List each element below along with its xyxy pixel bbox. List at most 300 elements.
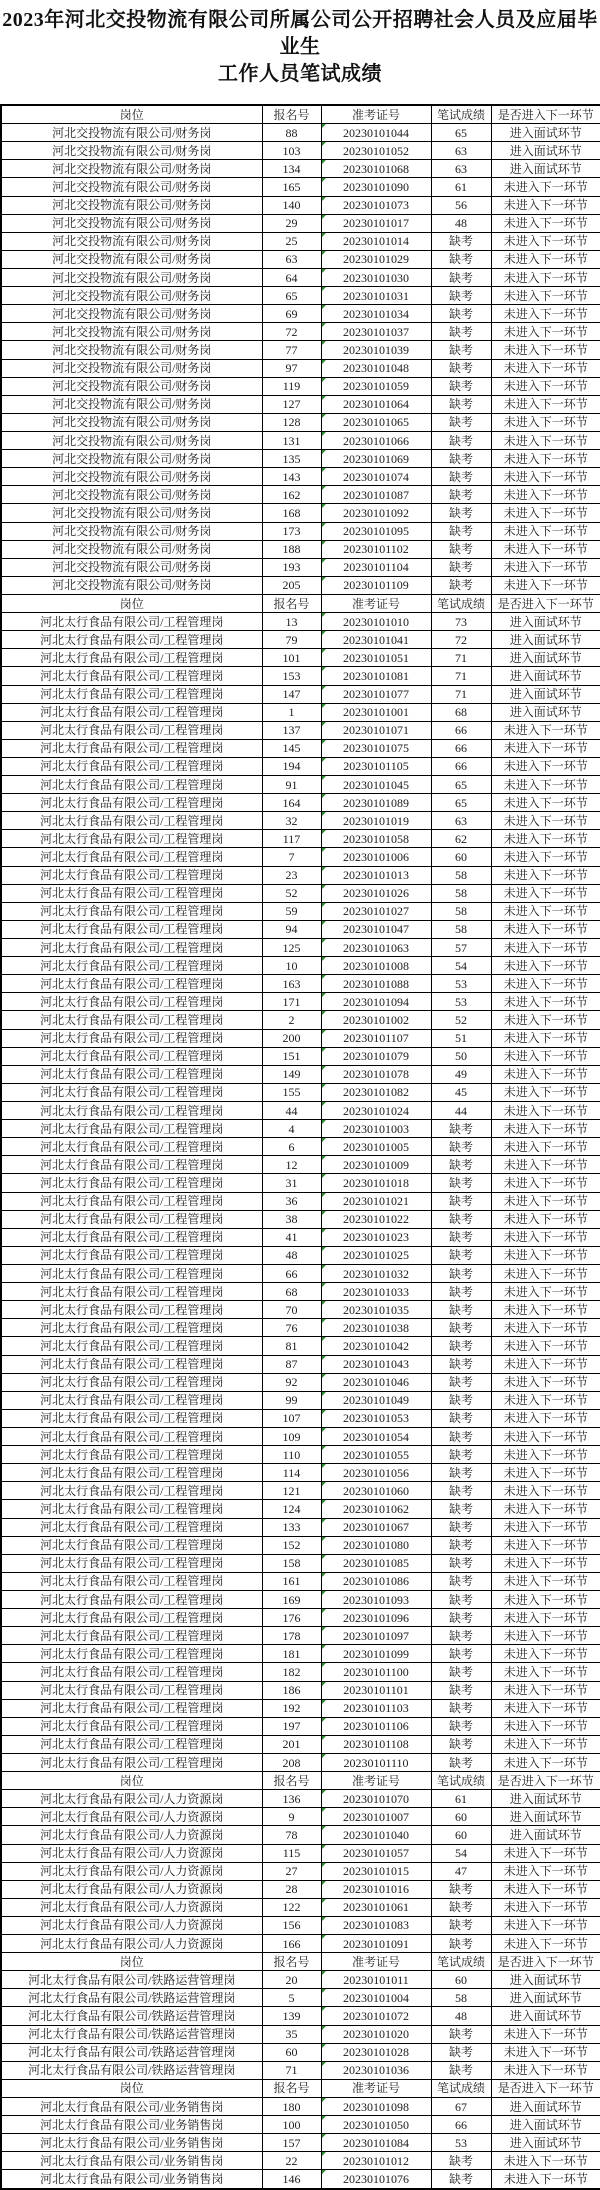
position-cell: 河北太行食品有限公司/人力资源岗 bbox=[1, 1916, 262, 1934]
table-row bbox=[1, 287, 600, 305]
ticket-no-cell: 20230101024 bbox=[321, 1102, 431, 1120]
ticket-no-cell: 20230101047 bbox=[321, 920, 431, 938]
reg-no-cell: 176 bbox=[262, 1609, 321, 1627]
result-cell: 进入面试环节 bbox=[491, 1808, 600, 1826]
position-cell: 河北太行食品有限公司/工程管理岗 bbox=[1, 613, 262, 631]
position-cell: 河北太行食品有限公司/工程管理岗 bbox=[1, 1717, 262, 1735]
table-row bbox=[1, 957, 600, 975]
table-row bbox=[1, 939, 600, 957]
table-row bbox=[1, 1808, 600, 1826]
position-cell: 河北太行食品有限公司/工程管理岗 bbox=[1, 1265, 262, 1283]
ticket-no-cell: 20230101058 bbox=[321, 830, 431, 848]
table-row bbox=[1, 486, 600, 504]
reg-no-cell: 158 bbox=[262, 1554, 321, 1572]
table-row bbox=[1, 631, 600, 649]
result-cell: 未进入下一环节 bbox=[491, 1246, 600, 1264]
score-cell: 68 bbox=[431, 703, 491, 721]
column-header-2: 准考证号 bbox=[321, 594, 431, 612]
result-cell: 未进入下一环节 bbox=[491, 178, 600, 196]
section-header-row bbox=[1, 1953, 600, 1971]
table-row bbox=[1, 214, 600, 232]
position-cell: 河北交投物流有限公司/财务岗 bbox=[1, 468, 262, 486]
score-cell: 缺考 bbox=[431, 1138, 491, 1156]
result-cell: 未进入下一环节 bbox=[491, 1898, 600, 1916]
reg-no-cell: 60 bbox=[262, 2043, 321, 2061]
table-row bbox=[1, 431, 600, 449]
result-cell: 未进入下一环节 bbox=[491, 377, 600, 395]
table-row bbox=[1, 305, 600, 323]
result-cell: 进入面试环节 bbox=[491, 613, 600, 631]
position-cell: 河北交投物流有限公司/财务岗 bbox=[1, 486, 262, 504]
position-cell: 河北太行食品有限公司/工程管理岗 bbox=[1, 1083, 262, 1101]
reg-no-cell: 20 bbox=[262, 1971, 321, 1989]
section-header-row bbox=[1, 594, 600, 612]
table-row bbox=[1, 1627, 600, 1645]
ticket-no-cell: 20230101109 bbox=[321, 576, 431, 594]
table-row bbox=[1, 685, 600, 703]
ticket-no-cell: 20230101102 bbox=[321, 540, 431, 558]
ticket-no-cell: 20230101003 bbox=[321, 1120, 431, 1138]
ticket-no-cell: 20230101004 bbox=[321, 1989, 431, 2007]
position-cell: 河北交投物流有限公司/财务岗 bbox=[1, 377, 262, 395]
section-header-row bbox=[1, 105, 600, 124]
position-cell: 河北太行食品有限公司/工程管理岗 bbox=[1, 1192, 262, 1210]
position-cell: 河北交投物流有限公司/财务岗 bbox=[1, 305, 262, 323]
score-cell: 缺考 bbox=[431, 359, 491, 377]
result-cell: 未进入下一环节 bbox=[491, 920, 600, 938]
table-row bbox=[1, 2025, 600, 2043]
section-header-row bbox=[1, 1772, 600, 1790]
table-row bbox=[1, 1590, 600, 1608]
ticket-no-cell: 20230101070 bbox=[321, 1790, 431, 1808]
position-cell: 河北太行食品有限公司/工程管理岗 bbox=[1, 1609, 262, 1627]
column-header-3: 笔试成绩 bbox=[431, 1953, 491, 1971]
table-row bbox=[1, 1753, 600, 1771]
table-row bbox=[1, 1609, 600, 1627]
table-row bbox=[1, 739, 600, 757]
ticket-no-cell: 20230101081 bbox=[321, 667, 431, 685]
score-cell: 缺考 bbox=[431, 1717, 491, 1735]
result-cell: 未进入下一环节 bbox=[491, 794, 600, 812]
reg-no-cell: 205 bbox=[262, 576, 321, 594]
table-row bbox=[1, 1518, 600, 1536]
position-cell: 河北交投物流有限公司/财务岗 bbox=[1, 178, 262, 196]
score-cell: 缺考 bbox=[431, 1699, 491, 1717]
reg-no-cell: 9 bbox=[262, 1808, 321, 1826]
section-header-row bbox=[1, 2079, 600, 2097]
position-cell: 河北太行食品有限公司/工程管理岗 bbox=[1, 1301, 262, 1319]
table-row bbox=[1, 2152, 600, 2170]
position-cell: 河北太行食品有限公司/铁路运营管理岗 bbox=[1, 2025, 262, 2043]
result-cell: 进入面试环节 bbox=[491, 631, 600, 649]
score-cell: 缺考 bbox=[431, 1898, 491, 1916]
table-row bbox=[1, 323, 600, 341]
ticket-no-cell: 20230101085 bbox=[321, 1554, 431, 1572]
page-title-line1: 2023年河北交投物流有限公司所属公司公开招聘社会人员及应届毕业生 bbox=[2, 9, 598, 58]
reg-no-cell: 69 bbox=[262, 305, 321, 323]
reg-no-cell: 91 bbox=[262, 776, 321, 794]
table-row bbox=[1, 1446, 600, 1464]
table-row bbox=[1, 250, 600, 268]
score-cell: 缺考 bbox=[431, 1391, 491, 1409]
column-header-1: 报名号 bbox=[262, 1772, 321, 1790]
ticket-no-cell: 20230101092 bbox=[321, 504, 431, 522]
reg-no-cell: 128 bbox=[262, 413, 321, 431]
table-row bbox=[1, 1790, 600, 1808]
position-cell: 河北太行食品有限公司/工程管理岗 bbox=[1, 1102, 262, 1120]
position-cell: 河北交投物流有限公司/财务岗 bbox=[1, 341, 262, 359]
score-cell: 54 bbox=[431, 1844, 491, 1862]
reg-no-cell: 194 bbox=[262, 757, 321, 775]
score-cell: 缺考 bbox=[431, 1464, 491, 1482]
result-cell: 未进入下一环节 bbox=[491, 431, 600, 449]
reg-no-cell: 99 bbox=[262, 1391, 321, 1409]
position-cell: 河北太行食品有限公司/工程管理岗 bbox=[1, 1319, 262, 1337]
result-cell: 未进入下一环节 bbox=[491, 468, 600, 486]
table-row bbox=[1, 721, 600, 739]
table-row bbox=[1, 1482, 600, 1500]
position-cell: 河北太行食品有限公司/工程管理岗 bbox=[1, 1699, 262, 1717]
score-cell: 缺考 bbox=[431, 2043, 491, 2061]
position-cell: 河北交投物流有限公司/财务岗 bbox=[1, 323, 262, 341]
ticket-no-cell: 20230101079 bbox=[321, 1047, 431, 1065]
score-cell: 50 bbox=[431, 1047, 491, 1065]
position-cell: 河北交投物流有限公司/财务岗 bbox=[1, 522, 262, 540]
score-cell: 缺考 bbox=[431, 1265, 491, 1283]
table-row bbox=[1, 812, 600, 830]
table-row bbox=[1, 2170, 600, 2189]
reg-no-cell: 87 bbox=[262, 1355, 321, 1373]
result-cell: 未进入下一环节 bbox=[491, 1681, 600, 1699]
table-row bbox=[1, 540, 600, 558]
reg-no-cell: 125 bbox=[262, 939, 321, 957]
position-cell: 河北太行食品有限公司/工程管理岗 bbox=[1, 1464, 262, 1482]
position-cell: 河北太行食品有限公司/工程管理岗 bbox=[1, 1518, 262, 1536]
table-row bbox=[1, 902, 600, 920]
ticket-no-cell: 20230101056 bbox=[321, 1464, 431, 1482]
ticket-no-cell: 20230101093 bbox=[321, 1590, 431, 1608]
ticket-no-cell: 20230101071 bbox=[321, 721, 431, 739]
ticket-no-cell: 20230101100 bbox=[321, 1663, 431, 1681]
column-header-4: 是否进入下一环节 bbox=[491, 1953, 600, 1971]
column-header-4: 是否进入下一环节 bbox=[491, 105, 600, 124]
reg-no-cell: 151 bbox=[262, 1047, 321, 1065]
position-cell: 河北太行食品有限公司/工程管理岗 bbox=[1, 1228, 262, 1246]
table-row bbox=[1, 794, 600, 812]
table-row bbox=[1, 703, 600, 721]
result-cell: 进入面试环节 bbox=[491, 2007, 600, 2025]
result-cell: 未进入下一环节 bbox=[491, 1355, 600, 1373]
table-row bbox=[1, 1500, 600, 1518]
score-cell: 缺考 bbox=[431, 1373, 491, 1391]
result-cell: 未进入下一环节 bbox=[491, 1228, 600, 1246]
reg-no-cell: 70 bbox=[262, 1301, 321, 1319]
table-row bbox=[1, 413, 600, 431]
ticket-no-cell: 20230101042 bbox=[321, 1337, 431, 1355]
table-row bbox=[1, 1373, 600, 1391]
position-cell: 河北太行食品有限公司/工程管理岗 bbox=[1, 1011, 262, 1029]
position-cell: 河北太行食品有限公司/工程管理岗 bbox=[1, 993, 262, 1011]
column-header-0: 岗位 bbox=[1, 105, 262, 124]
score-cell: 缺考 bbox=[431, 1753, 491, 1771]
table-row bbox=[1, 1663, 600, 1681]
ticket-no-cell: 20230101013 bbox=[321, 866, 431, 884]
position-cell: 河北交投物流有限公司/财务岗 bbox=[1, 540, 262, 558]
table-row bbox=[1, 1265, 600, 1283]
table-row bbox=[1, 1319, 600, 1337]
column-header-0: 岗位 bbox=[1, 1953, 262, 1971]
score-cell: 缺考 bbox=[431, 1156, 491, 1174]
table-row bbox=[1, 1301, 600, 1319]
result-cell: 进入面试环节 bbox=[491, 1971, 600, 1989]
reg-no-cell: 164 bbox=[262, 794, 321, 812]
ticket-no-cell: 20230101005 bbox=[321, 1138, 431, 1156]
position-cell: 河北太行食品有限公司/人力资源岗 bbox=[1, 1826, 262, 1844]
column-header-3: 笔试成绩 bbox=[431, 1772, 491, 1790]
reg-no-cell: 134 bbox=[262, 160, 321, 178]
table-row bbox=[1, 196, 600, 214]
result-cell: 未进入下一环节 bbox=[491, 721, 600, 739]
ticket-no-cell: 20230101023 bbox=[321, 1228, 431, 1246]
result-cell: 进入面试环节 bbox=[491, 124, 600, 142]
reg-no-cell: 71 bbox=[262, 2061, 321, 2079]
position-cell: 河北太行食品有限公司/工程管理岗 bbox=[1, 902, 262, 920]
result-cell: 未进入下一环节 bbox=[491, 1102, 600, 1120]
score-cell: 56 bbox=[431, 196, 491, 214]
reg-no-cell: 171 bbox=[262, 993, 321, 1011]
position-cell: 河北太行食品有限公司/工程管理岗 bbox=[1, 739, 262, 757]
result-cell: 未进入下一环节 bbox=[491, 975, 600, 993]
reg-no-cell: 186 bbox=[262, 1681, 321, 1699]
score-cell: 67 bbox=[431, 2098, 491, 2116]
ticket-no-cell: 20230101078 bbox=[321, 1065, 431, 1083]
result-cell: 未进入下一环节 bbox=[491, 1880, 600, 1898]
reg-no-cell: 181 bbox=[262, 1645, 321, 1663]
position-cell: 河北太行食品有限公司/工程管理岗 bbox=[1, 1174, 262, 1192]
result-cell: 未进入下一环节 bbox=[491, 196, 600, 214]
result-cell: 未进入下一环节 bbox=[491, 305, 600, 323]
score-cell: 66 bbox=[431, 739, 491, 757]
ticket-no-cell: 20230101019 bbox=[321, 812, 431, 830]
reg-no-cell: 136 bbox=[262, 1790, 321, 1808]
ticket-no-cell: 20230101099 bbox=[321, 1645, 431, 1663]
result-cell: 未进入下一环节 bbox=[491, 1699, 600, 1717]
score-cell: 45 bbox=[431, 1083, 491, 1101]
score-cell: 缺考 bbox=[431, 395, 491, 413]
reg-no-cell: 133 bbox=[262, 1518, 321, 1536]
table-row bbox=[1, 1645, 600, 1663]
result-cell: 未进入下一环节 bbox=[491, 1663, 600, 1681]
result-cell: 未进入下一环节 bbox=[491, 1174, 600, 1192]
result-cell: 未进入下一环节 bbox=[491, 902, 600, 920]
result-cell: 未进入下一环节 bbox=[491, 1935, 600, 1953]
result-cell: 进入面试环节 bbox=[491, 649, 600, 667]
column-header-2: 准考证号 bbox=[321, 2079, 431, 2097]
score-cell: 61 bbox=[431, 1790, 491, 1808]
result-cell: 未进入下一环节 bbox=[491, 1391, 600, 1409]
ticket-no-cell: 20230101034 bbox=[321, 305, 431, 323]
score-cell: 58 bbox=[431, 884, 491, 902]
ticket-no-cell: 20230101106 bbox=[321, 1717, 431, 1735]
result-cell: 未进入下一环节 bbox=[491, 1265, 600, 1283]
position-cell: 河北太行食品有限公司/工程管理岗 bbox=[1, 1446, 262, 1464]
reg-no-cell: 115 bbox=[262, 1844, 321, 1862]
ticket-no-cell: 20230101027 bbox=[321, 902, 431, 920]
reg-no-cell: 165 bbox=[262, 178, 321, 196]
ticket-no-cell: 20230101016 bbox=[321, 1880, 431, 1898]
result-cell: 未进入下一环节 bbox=[491, 1464, 600, 1482]
reg-no-cell: 77 bbox=[262, 341, 321, 359]
table-row bbox=[1, 522, 600, 540]
reg-no-cell: 13 bbox=[262, 613, 321, 631]
ticket-no-cell: 20230101030 bbox=[321, 268, 431, 286]
reg-no-cell: 76 bbox=[262, 1319, 321, 1337]
reg-no-cell: 192 bbox=[262, 1699, 321, 1717]
reg-no-cell: 103 bbox=[262, 142, 321, 160]
position-cell: 河北太行食品有限公司/工程管理岗 bbox=[1, 1663, 262, 1681]
ticket-no-cell: 20230101015 bbox=[321, 1862, 431, 1880]
ticket-no-cell: 20230101025 bbox=[321, 1246, 431, 1264]
score-cell: 缺考 bbox=[431, 558, 491, 576]
table-row bbox=[1, 1120, 600, 1138]
position-cell: 河北太行食品有限公司/工程管理岗 bbox=[1, 757, 262, 775]
reg-no-cell: 155 bbox=[262, 1083, 321, 1101]
reg-no-cell: 140 bbox=[262, 196, 321, 214]
position-cell: 河北太行食品有限公司/铁路运营管理岗 bbox=[1, 2061, 262, 2079]
position-cell: 河北太行食品有限公司/业务销售岗 bbox=[1, 2098, 262, 2116]
position-cell: 河北太行食品有限公司/工程管理岗 bbox=[1, 884, 262, 902]
table-row bbox=[1, 1174, 600, 1192]
ticket-no-cell: 20230101007 bbox=[321, 1808, 431, 1826]
reg-no-cell: 197 bbox=[262, 1717, 321, 1735]
column-header-4: 是否进入下一环节 bbox=[491, 1772, 600, 1790]
result-cell: 未进入下一环节 bbox=[491, 1735, 600, 1753]
ticket-no-cell: 20230101103 bbox=[321, 1699, 431, 1717]
result-cell: 未进入下一环节 bbox=[491, 395, 600, 413]
reg-no-cell: 139 bbox=[262, 2007, 321, 2025]
column-header-1: 报名号 bbox=[262, 594, 321, 612]
score-cell: 47 bbox=[431, 1862, 491, 1880]
table-row bbox=[1, 1536, 600, 1554]
result-cell: 未进入下一环节 bbox=[491, 1337, 600, 1355]
reg-no-cell: 31 bbox=[262, 1174, 321, 1192]
reg-no-cell: 117 bbox=[262, 830, 321, 848]
position-cell: 河北太行食品有限公司/工程管理岗 bbox=[1, 1753, 262, 1771]
table-row bbox=[1, 2098, 600, 2116]
column-header-3: 笔试成绩 bbox=[431, 2079, 491, 2097]
ticket-no-cell: 20230101053 bbox=[321, 1409, 431, 1427]
position-cell: 河北太行食品有限公司/工程管理岗 bbox=[1, 1554, 262, 1572]
reg-no-cell: 65 bbox=[262, 287, 321, 305]
score-cell: 缺考 bbox=[431, 1301, 491, 1319]
position-cell: 河北太行食品有限公司/工程管理岗 bbox=[1, 1482, 262, 1500]
reg-no-cell: 92 bbox=[262, 1373, 321, 1391]
score-cell: 44 bbox=[431, 1102, 491, 1120]
reg-no-cell: 143 bbox=[262, 468, 321, 486]
score-cell: 缺考 bbox=[431, 486, 491, 504]
position-cell: 河北太行食品有限公司/工程管理岗 bbox=[1, 1283, 262, 1301]
result-cell: 未进入下一环节 bbox=[491, 1554, 600, 1572]
position-cell: 河北太行食品有限公司/工程管理岗 bbox=[1, 776, 262, 794]
table-row bbox=[1, 268, 600, 286]
column-header-4: 是否进入下一环节 bbox=[491, 594, 600, 612]
score-cell: 缺考 bbox=[431, 1663, 491, 1681]
column-header-0: 岗位 bbox=[1, 594, 262, 612]
reg-no-cell: 48 bbox=[262, 1246, 321, 1264]
score-cell: 缺考 bbox=[431, 2152, 491, 2170]
result-cell: 未进入下一环节 bbox=[491, 2025, 600, 2043]
position-cell: 河北太行食品有限公司/工程管理岗 bbox=[1, 1681, 262, 1699]
reg-no-cell: 146 bbox=[262, 2170, 321, 2189]
position-cell: 河北太行食品有限公司/工程管理岗 bbox=[1, 1373, 262, 1391]
result-cell: 未进入下一环节 bbox=[491, 1590, 600, 1608]
result-cell: 未进入下一环节 bbox=[491, 812, 600, 830]
table-row bbox=[1, 1156, 600, 1174]
position-cell: 河北交投物流有限公司/财务岗 bbox=[1, 504, 262, 522]
reg-no-cell: 135 bbox=[262, 450, 321, 468]
result-cell: 未进入下一环节 bbox=[491, 1844, 600, 1862]
reg-no-cell: 156 bbox=[262, 1916, 321, 1934]
position-cell: 河北太行食品有限公司/工程管理岗 bbox=[1, 703, 262, 721]
result-cell: 未进入下一环节 bbox=[491, 1753, 600, 1771]
table-row bbox=[1, 1572, 600, 1590]
result-cell: 进入面试环节 bbox=[491, 160, 600, 178]
ticket-no-cell: 20230101089 bbox=[321, 794, 431, 812]
table-row bbox=[1, 178, 600, 196]
reg-no-cell: 94 bbox=[262, 920, 321, 938]
score-cell: 58 bbox=[431, 1989, 491, 2007]
score-cell: 缺考 bbox=[431, 431, 491, 449]
ticket-no-cell: 20230101054 bbox=[321, 1427, 431, 1445]
position-cell: 河北太行食品有限公司/人力资源岗 bbox=[1, 1935, 262, 1953]
result-cell: 未进入下一环节 bbox=[491, 1482, 600, 1500]
ticket-no-cell: 20230101101 bbox=[321, 1681, 431, 1699]
reg-no-cell: 178 bbox=[262, 1627, 321, 1645]
reg-no-cell: 41 bbox=[262, 1228, 321, 1246]
result-cell: 进入面试环节 bbox=[491, 2116, 600, 2134]
reg-no-cell: 68 bbox=[262, 1283, 321, 1301]
reg-no-cell: 168 bbox=[262, 504, 321, 522]
reg-no-cell: 64 bbox=[262, 268, 321, 286]
table-row bbox=[1, 359, 600, 377]
ticket-no-cell: 20230101045 bbox=[321, 776, 431, 794]
score-cell: 缺考 bbox=[431, 232, 491, 250]
position-cell: 河北交投物流有限公司/财务岗 bbox=[1, 142, 262, 160]
score-cell: 71 bbox=[431, 667, 491, 685]
reg-no-cell: 149 bbox=[262, 1065, 321, 1083]
result-cell: 未进入下一环节 bbox=[491, 1446, 600, 1464]
ticket-no-cell: 20230101021 bbox=[321, 1192, 431, 1210]
table-row bbox=[1, 1427, 600, 1445]
position-cell: 河北太行食品有限公司/业务销售岗 bbox=[1, 2152, 262, 2170]
position-cell: 河北太行食品有限公司/工程管理岗 bbox=[1, 667, 262, 685]
table-row bbox=[1, 232, 600, 250]
ticket-no-cell: 20230101059 bbox=[321, 377, 431, 395]
reg-no-cell: 101 bbox=[262, 649, 321, 667]
position-cell: 河北太行食品有限公司/工程管理岗 bbox=[1, 1590, 262, 1608]
table-row bbox=[1, 649, 600, 667]
reg-no-cell: 152 bbox=[262, 1536, 321, 1554]
reg-no-cell: 88 bbox=[262, 124, 321, 142]
results-table bbox=[0, 104, 600, 2190]
result-cell: 进入面试环节 bbox=[491, 667, 600, 685]
reg-no-cell: 78 bbox=[262, 1826, 321, 1844]
table-row bbox=[1, 1916, 600, 1934]
position-cell: 河北太行食品有限公司/铁路运营管理岗 bbox=[1, 1971, 262, 1989]
score-cell: 58 bbox=[431, 902, 491, 920]
ticket-no-cell: 20230101110 bbox=[321, 1753, 431, 1771]
score-cell: 缺考 bbox=[431, 1355, 491, 1373]
